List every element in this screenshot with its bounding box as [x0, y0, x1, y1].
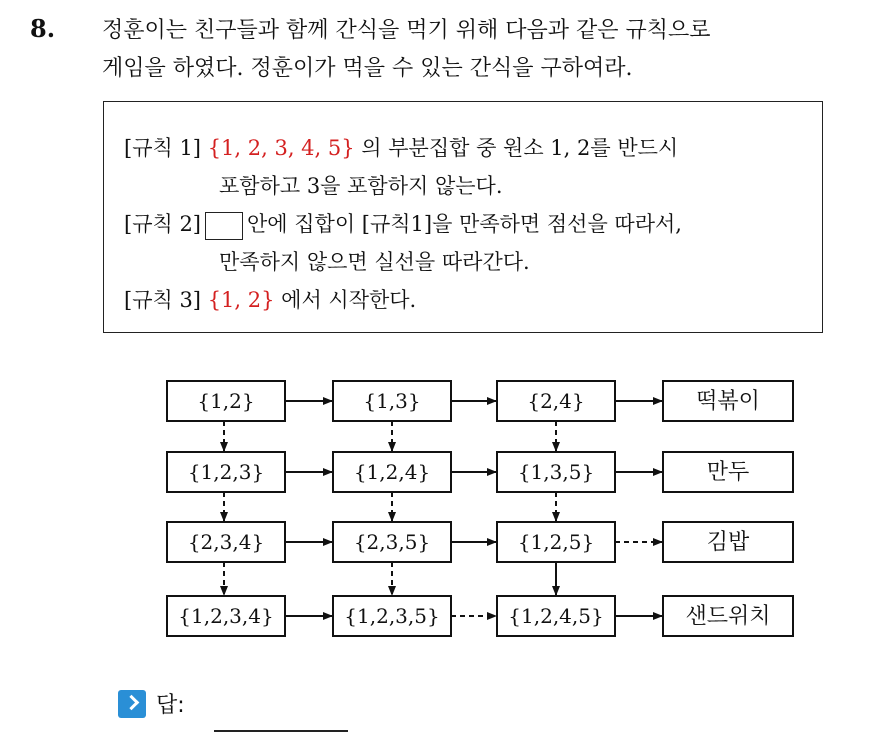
- set-box-r1-c0: [167, 452, 285, 492]
- question-number: 8.: [30, 14, 56, 43]
- set-box-r3-c2: [497, 596, 615, 636]
- answer-label: 답:: [156, 693, 185, 718]
- rule-1-set: {1, 2, 3, 4, 5}: [207, 136, 355, 160]
- set-box-r0-c0: [167, 381, 285, 421]
- snack-box-2-label: 김밥: [706, 530, 750, 555]
- rule-1-text: 의 부분집합 중 원소 1, 2를 반드시: [354, 136, 679, 160]
- set-box-r3-c0-label: {1,2,3,4}: [178, 604, 274, 628]
- question-line-1: 정훈이는 친구들과 함께 간식을 먹기 위해 다음과 같은 규칙으로: [102, 18, 711, 43]
- snack-box-0: [663, 381, 793, 421]
- arrow-right-icon: [118, 690, 146, 718]
- snack-box-3-label: 샌드위치: [685, 604, 771, 629]
- set-box-r2-c0-label: {2,3,4}: [187, 530, 265, 554]
- set-box-r1-c1-label: {1,2,4}: [353, 460, 431, 484]
- set-box-r2-c1-label: {2,3,5}: [353, 530, 431, 554]
- set-box-r0-c1-label: {1,3}: [363, 389, 421, 413]
- snack-box-2: [663, 522, 793, 562]
- set-box-r0-c2: [497, 381, 615, 421]
- set-box-r1-c2: [497, 452, 615, 492]
- question-line-2: 게임을 하였다. 정훈이가 먹을 수 있는 간식을 구하여라.: [102, 56, 633, 81]
- rule-3-set: {1, 2}: [207, 288, 275, 312]
- set-box-r0-c0-label: {1,2}: [197, 389, 255, 413]
- set-box-r3-c2-label: {1,2,4,5}: [508, 604, 604, 628]
- set-box-r2-c2: [497, 522, 615, 562]
- rule-3-label: [규칙 3]: [124, 288, 201, 312]
- set-box-r1-c1: [333, 452, 451, 492]
- rule-1-label: [규칙 1]: [124, 136, 201, 160]
- set-box-r3-c0: [167, 596, 285, 636]
- set-box-r2-c2-label: {1,2,5}: [517, 530, 595, 554]
- rule-3-text: 에서 시작한다.: [274, 288, 417, 312]
- set-box-r0-c1: [333, 381, 451, 421]
- set-box-r2-c1: [333, 522, 451, 562]
- set-box-r3-c1-label: {1,2,3,5}: [344, 604, 440, 628]
- snack-box-1: [663, 452, 793, 492]
- rule-2-label: [규칙 2]: [124, 212, 201, 236]
- snack-box-1-label: 만두: [706, 460, 750, 485]
- set-box-r3-c1: [333, 596, 451, 636]
- set-box-r1-c2-label: {1,3,5}: [517, 460, 595, 484]
- snack-box-0-label: 떡볶이: [696, 389, 760, 414]
- rule-2-continued: 만족하지 않으면 실선을 따라간다.: [219, 250, 530, 274]
- set-box-r2-c0: [167, 522, 285, 562]
- snack-box-3: [663, 596, 793, 636]
- set-box-r0-c2-label: {2,4}: [527, 389, 585, 413]
- set-box-r1-c0-label: {1,2,3}: [187, 460, 265, 484]
- rule-1-continued: 포함하고 3을 포함하지 않는다.: [219, 174, 503, 198]
- rule-2-text: 안에 집합이 [규칙1]을 만족하면 점선을 따라서,: [247, 212, 682, 236]
